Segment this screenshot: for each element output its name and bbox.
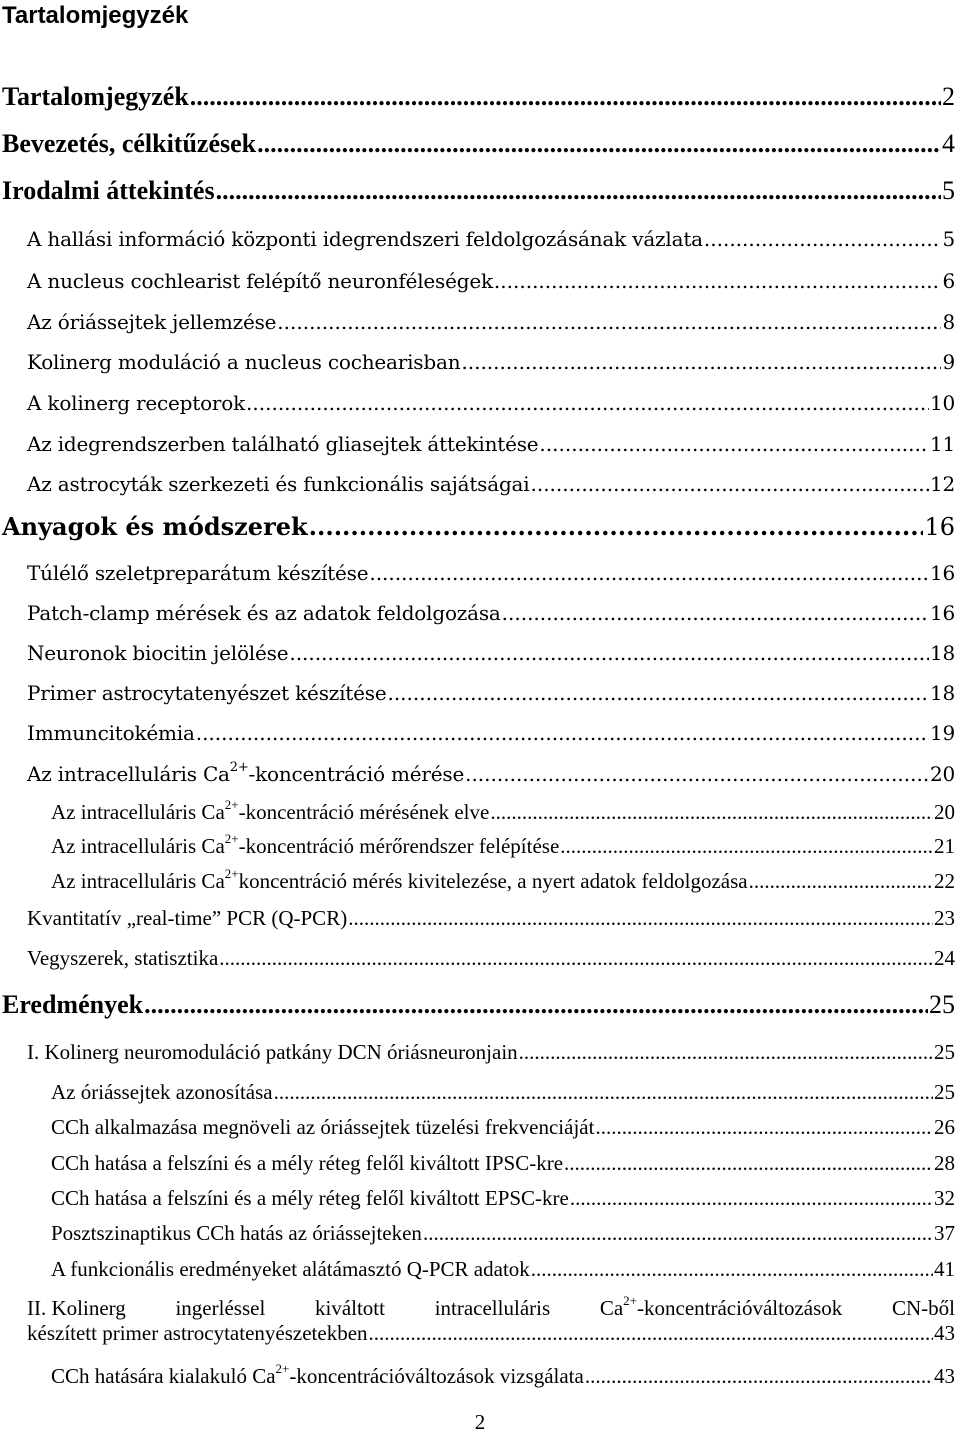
toc-dot-leader <box>289 641 929 665</box>
toc-entry-page: 22 <box>934 869 955 893</box>
toc-dot-leader <box>246 391 929 415</box>
toc-entry-page: 12 <box>929 472 955 496</box>
toc-dot-leader <box>585 1364 933 1389</box>
toc-entry-page: 37 <box>934 1221 955 1245</box>
toc-entry-part-2[interactable] <box>27 1293 955 1346</box>
toc-dot-leader <box>560 834 933 859</box>
toc-entry-page: 5 <box>942 227 955 251</box>
toc-dot-leader <box>490 800 933 825</box>
toc-entry-page: 20 <box>934 800 955 824</box>
toc-dot-leader <box>144 990 928 1020</box>
toc-entry-title: Immuncitokémia <box>27 721 195 745</box>
toc-entry[interactable] <box>27 227 955 251</box>
toc-title-part: CCh hatására kialakuló Ca <box>51 1364 276 1388</box>
toc-entry[interactable] <box>27 641 955 665</box>
toc-entry-title-line-2 <box>27 1321 955 1346</box>
toc-title-part: Az intracelluláris Ca <box>51 834 225 858</box>
toc-dot-leader <box>519 1040 933 1065</box>
toc-entry-title <box>51 831 560 859</box>
toc-dot-leader <box>219 946 933 971</box>
toc-entry-title: CCh hatása a felszíni és a mély réteg felől kiváltott IPSC-kre <box>51 1151 564 1175</box>
toc-entry-title: Az óriássejtek jellemzése <box>27 310 277 334</box>
toc-entry-page: 41 <box>934 1257 955 1281</box>
toc-entry[interactable] <box>51 797 955 825</box>
toc-entry-page: 25 <box>929 990 955 1019</box>
superscript: 2+ <box>275 1361 290 1376</box>
superscript: 2+ <box>623 1293 638 1308</box>
toc-dot-leader <box>531 1257 933 1282</box>
superscript: 2+ <box>224 831 239 846</box>
toc-dot-leader <box>502 601 929 625</box>
toc-dot-leader <box>570 1186 933 1211</box>
toc-entry[interactable] <box>51 1361 955 1389</box>
toc-entry-ca-measurement[interactable] <box>27 762 955 786</box>
toc-title-word: kiváltott <box>314 1296 385 1320</box>
toc-entry-tartalomjegyzek[interactable] <box>2 82 955 112</box>
toc-entry-title-line-1 <box>27 1293 955 1321</box>
toc-entry-bevezetes[interactable] <box>2 129 955 159</box>
toc-entry-title <box>27 762 464 786</box>
toc-dot-leader <box>595 1115 933 1140</box>
toc-entry-page: 16 <box>924 513 955 541</box>
toc-entry-title: A nucleus cochlearist felépítő neuronféleségek <box>27 269 493 293</box>
toc-entry-title: CCh alkalmazása megnöveli az óriássejtek tüzelési frekvenciáját <box>51 1115 595 1139</box>
toc-dot-leader <box>257 129 941 159</box>
toc-entry-page: 16 <box>929 601 955 625</box>
toc-entry-page: 21 <box>934 834 955 858</box>
toc-dot-leader <box>369 1321 933 1346</box>
toc-entry[interactable] <box>51 831 955 859</box>
toc-entry-page: 43 <box>934 1321 955 1345</box>
toc-entry-title: I. Kolinerg neuromoduláció patkány DCN óriásneuronjain <box>27 1040 518 1064</box>
toc-entry-anyagok[interactable] <box>2 512 955 541</box>
toc-entry-page: 9 <box>942 350 955 374</box>
toc-title-part: -koncentráció mérésének elve <box>238 800 490 824</box>
toc-entry-page: 24 <box>934 946 955 970</box>
toc-entry-title: Túlélő szeletpreparátum készítése <box>27 561 369 585</box>
toc-title-part: -koncentráció mérőrendszer felépítése <box>238 834 560 858</box>
toc-entry-page: 25 <box>934 1080 955 1104</box>
toc-entry[interactable] <box>27 721 955 745</box>
toc-dot-leader <box>539 432 929 456</box>
toc-dot-leader <box>274 1080 933 1105</box>
superscript: 2+ <box>229 760 249 775</box>
toc-entry[interactable] <box>51 1151 955 1176</box>
toc-dot-leader <box>423 1221 933 1246</box>
toc-dot-leader <box>530 472 928 496</box>
toc-entry[interactable] <box>27 946 955 971</box>
toc-entry-title: Vegyszerek, statisztika <box>27 946 219 970</box>
toc-entry[interactable] <box>27 432 955 456</box>
toc-dot-leader <box>494 269 942 293</box>
toc-title-word: CN-ből <box>891 1296 955 1320</box>
toc-title-part: Az intracelluláris Ca <box>51 800 225 824</box>
toc-entry[interactable] <box>27 269 955 293</box>
toc-dot-leader <box>749 869 933 894</box>
toc-entry-page: 25 <box>934 1040 955 1064</box>
toc-entry-page: 4 <box>942 129 955 158</box>
toc-entry-page: 23 <box>934 906 955 930</box>
toc-entry[interactable] <box>51 1221 955 1246</box>
toc-entry-title: Tartalomjegyzék <box>2 82 189 111</box>
toc-dot-leader <box>216 176 941 206</box>
toc-title-part: -koncentráció mérése <box>248 762 465 786</box>
toc-entry[interactable] <box>27 350 955 374</box>
toc-dot-leader <box>277 310 941 334</box>
toc-entry-part-1[interactable] <box>27 1040 955 1065</box>
toc-dot-leader <box>387 681 928 705</box>
toc-dot-leader <box>369 561 929 585</box>
toc-entry-title: Irodalmi áttekintés <box>2 176 215 205</box>
toc-entry-title: Kolinerg moduláció a nucleus cochearisban <box>27 350 461 374</box>
toc-entry-title: A funkcionális eredményeket alátámasztó Q-PCR adatok <box>51 1257 530 1281</box>
toc-entry-page: 28 <box>934 1151 955 1175</box>
toc-title-word: II. Kolinerg <box>27 1296 126 1320</box>
toc-title-part: -koncentrációváltozások <box>637 1296 843 1320</box>
toc-entry-title <box>51 797 490 825</box>
toc-dot-leader <box>309 512 924 541</box>
toc-entry-title: Neuronok biocitin jelölése <box>27 641 289 665</box>
toc-dot-leader <box>196 721 929 745</box>
toc-dot-leader <box>704 227 942 251</box>
toc-entry-eredmenyek[interactable] <box>2 990 955 1020</box>
toc-dot-leader <box>465 762 929 786</box>
toc-entry[interactable] <box>51 1115 955 1140</box>
toc-entry-title: Bevezetés, célkitűzések <box>2 129 257 158</box>
toc-title-word: ingerléssel <box>175 1296 266 1320</box>
toc-entry-page: 6 <box>942 269 955 293</box>
toc-entry-page: 10 <box>929 391 955 415</box>
toc-entry[interactable] <box>51 1080 955 1105</box>
toc-title-word: intracelluláris <box>434 1296 551 1320</box>
toc-entry-page: 18 <box>929 641 955 665</box>
toc-entry-page: 8 <box>942 310 955 334</box>
toc-entry-title: Kvantitatív „real-time” PCR (Q-PCR) <box>27 906 348 930</box>
toc-entry-title <box>51 1361 584 1389</box>
toc-dot-leader <box>461 350 941 374</box>
toc-title-part: Az intracelluláris Ca <box>51 869 225 893</box>
toc-entry-title: A hallási információ központi idegrendszeri feldolgozásának vázlata <box>27 227 703 251</box>
toc-title-part: -koncentrációváltozások vizsgálata <box>289 1364 584 1388</box>
toc-title-part: Ca <box>599 1296 624 1320</box>
toc-entry-title: készített primer astrocytatenyészetekben <box>27 1321 368 1345</box>
toc-entry[interactable] <box>27 391 955 415</box>
toc-entry-page: 5 <box>942 176 955 205</box>
superscript: 2+ <box>224 866 239 881</box>
page-number: 2 <box>474 1410 486 1434</box>
toc-entry-title: Patch-clamp mérések és az adatok feldolgozása <box>27 601 501 625</box>
toc-entry-page: 11 <box>929 432 955 456</box>
toc-entry-page: 32 <box>934 1186 955 1210</box>
toc-entry[interactable] <box>27 681 955 705</box>
toc-entry[interactable] <box>27 310 955 334</box>
toc-dot-leader <box>348 906 933 931</box>
toc-entry-title: CCh hatása a felszíni és a mély réteg felől kiváltott EPSC-kre <box>51 1186 569 1210</box>
toc-entry-title <box>51 866 748 894</box>
toc-title-part: koncentráció mérés kivitelezése, a nyert adatok feldolgozása <box>238 869 748 893</box>
toc-entry-title: Primer astrocytatenyészet készítése <box>27 681 387 705</box>
toc-entry[interactable] <box>27 561 955 585</box>
toc-title-word <box>599 1293 843 1321</box>
toc-entry-title: Az óriássejtek azonosítása <box>51 1080 273 1104</box>
toc-entry-title: A kolinerg receptorok <box>27 391 246 415</box>
toc-title-part: Az intracelluláris Ca <box>27 762 230 786</box>
toc-entry[interactable] <box>51 1257 955 1282</box>
toc-entry[interactable] <box>27 906 955 931</box>
toc-entry-page: 19 <box>929 721 955 745</box>
toc-entry-title: Posztszinaptikus CCh hatás az óriássejteken <box>51 1221 422 1245</box>
toc-entry-page: 18 <box>929 681 955 705</box>
superscript: 2+ <box>224 797 239 812</box>
toc-entry-title: Anyagok és módszerek <box>2 512 308 541</box>
toc-dot-leader <box>190 82 941 112</box>
toc-entry-title: Eredmények <box>2 990 144 1019</box>
toc-entry[interactable] <box>51 866 955 894</box>
toc-entry[interactable] <box>27 472 955 496</box>
toc-entry-page: 26 <box>934 1115 955 1139</box>
toc-entry[interactable] <box>51 1186 955 1211</box>
toc-entry-title: Az idegrendszerben található gliasejtek áttekintése <box>27 432 539 456</box>
toc-entry-irodalmi[interactable] <box>2 176 955 206</box>
document-heading: Tartalomjegyzék <box>2 2 189 29</box>
toc-dot-leader <box>564 1151 933 1176</box>
toc-entry-page: 16 <box>929 561 955 585</box>
toc-entry-page: 2 <box>942 82 955 111</box>
toc-entry-page: 20 <box>929 762 955 786</box>
toc-entry-title: Az astrocyták szerkezeti és funkcionális sajátságai <box>27 472 530 496</box>
toc-entry[interactable] <box>27 601 955 625</box>
toc-entry-page: 43 <box>934 1364 955 1388</box>
